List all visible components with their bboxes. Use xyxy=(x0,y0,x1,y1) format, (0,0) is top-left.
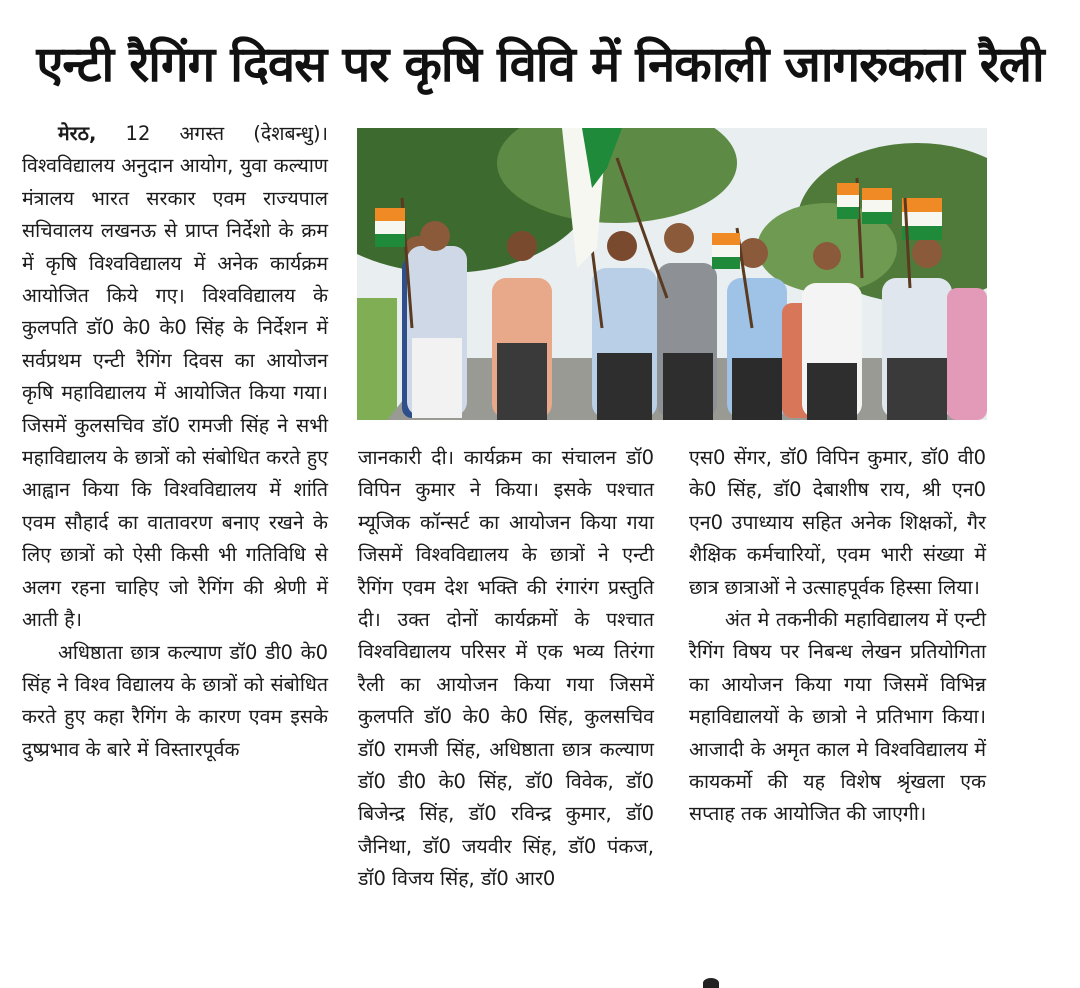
paragraph-text: विश्वविद्यालय अनुदान आयोग, युवा कल्याण मंत्रालय भारत सरकार एवम राज्यपाल सचिवालय लखनऊ से प्राप्त निर्देशो के क्रम में कृषि विश्वविद्यालय में अनेक कार्यक्रम आयोजित किये गए। विश्वविद्यालय के कुलपति डॉ0 के0 के0 सिंह के निर्देशन में सर्वप्रथम एन्टी रैगिंग दिवस का आयोजन कृषि महाविद्यालय में आयोजित किया गया। जिसमें कुलसचिव डॉ0 रामजी सिंह ने सभी महाविद्यालय के छात्रों को संबोधित करते हुए आह्वान किया कि विश्वविद्यालय में शांति एवम सौहार्द का वातावरण बनाए रखने के लिए छात्रों को ऐसी किसी भी गतिविधि से अलग रहना चाहिए जो रैगिंग की श्रेणी में आती है। xyxy=(22,154,328,632)
article-paragraph xyxy=(22,118,328,637)
article-column-3 xyxy=(689,442,986,831)
dateline xyxy=(58,122,328,145)
article-column-2 xyxy=(358,442,654,896)
dateline-date: 12 अगस्त (देशबन्धु)। xyxy=(96,122,328,145)
dateline-place: मेरठ, xyxy=(58,122,97,145)
article-paragraph: अंत मे तकनीकी महाविद्यालय में एन्टी रैगिंग विषय पर निबन्ध लेखन प्रतियोगिता का आयोजन किया गया जिसमें विभिन्न महाविद्यालयों के छात्रो ने प्रतिभाग किया। आजादी के अमृत काल मे विश्वविद्यालय में कायकर्मो की यह विशेष श्रृंखला एक सप्ताह तक आयोजित की जाएगी। xyxy=(689,608,986,826)
rally-photo xyxy=(357,128,987,420)
page-edge-mark xyxy=(703,978,719,988)
article-column-1 xyxy=(22,118,328,766)
article-paragraph: अधिष्ठाता छात्र कल्याण डॉ0 डी0 के0 सिंह ने विश्व विद्यालय के छात्रों को संबोधित करते हुए कहा रैगिंग के कारण एवम इसके दुष्प्रभाव के बारे में विस्तारपूर्वक xyxy=(22,640,328,761)
article-paragraph: एस0 सेंगर, डॉ0 विपिन कुमार, डॉ0 वी0 के0 सिंह, डॉ0 देबाशीष राय, श्री एन0 एन0 उपाध्याय सहित अनेक शिक्षकों, गैर शैक्षिक कर्मचारियों, एवम भारी संख्या में छात्र छात्राओं ने उत्साहपूर्वक हिस्सा लिया। xyxy=(689,446,986,599)
headline: एन्टी रैगिंग दिवस पर कृषि विवि में निकाली जागरुकता रैली xyxy=(36,36,1044,93)
rally-photo-image xyxy=(357,128,987,420)
article-paragraph: जानकारी दी। कार्यक्रम का संचालन डॉ0 विपिन कुमार ने किया। इसके पश्चात म्यूजिक कॉन्सर्ट का आयोजन किया गया जिसमें विश्वविद्यालय के छात्रों ने एन्टी रैगिंग एवम देश भक्ति की रंगारंग प्रस्तुति दी। उक्त दोनों कार्यक्रमों के पश्चात विश्वविद्यालय परिसर में एक भव्य तिरंगा रैली का आयोजन किया गया जिसमें कुलपति डॉ0 के0 के0 सिंह, कुलसचिव डॉ0 रामजी सिंह, अधिष्ठाता छात्र कल्याण डॉ0 डी0 के0 सिंह, डॉ0 विवेक, डॉ0 बिजेन्द्र सिंह, डॉ0 रविन्द्र कुमार, डॉ0 जैनिथा, डॉ0 जयवीर सिंह, डॉ0 पंकज, डॉ0 विजय सिंह, डॉ0 आर0 xyxy=(358,446,654,891)
